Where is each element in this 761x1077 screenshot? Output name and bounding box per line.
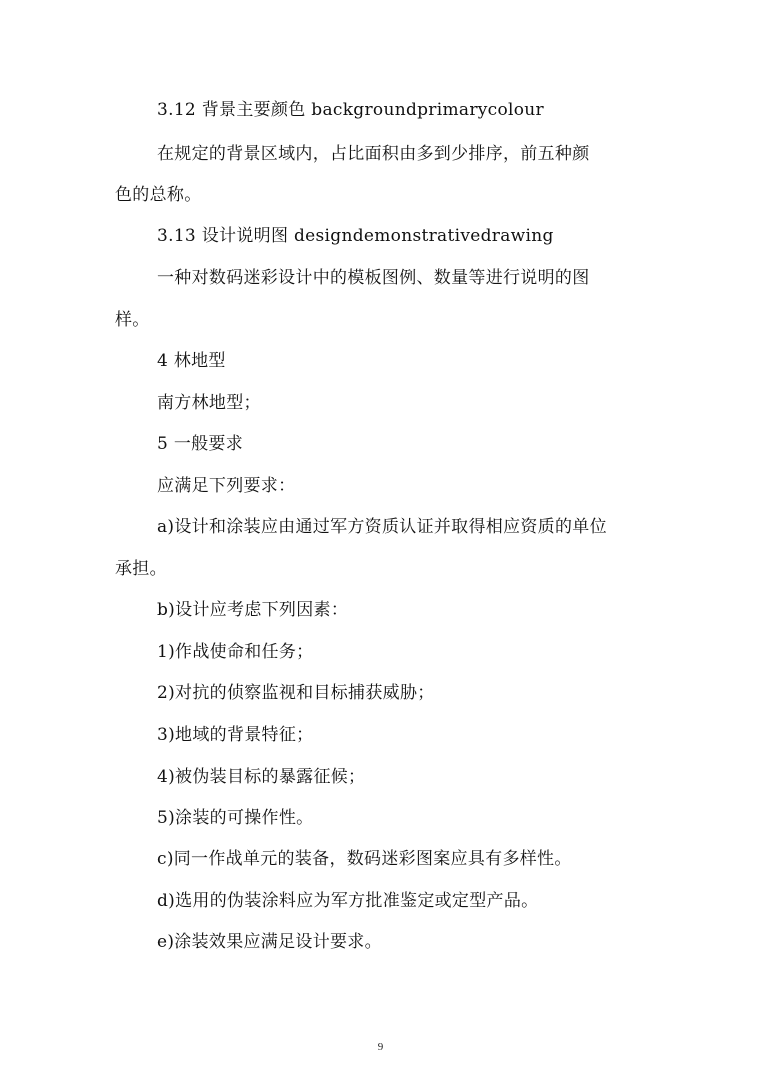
factor-5: 5)涂装的可操作性。 xyxy=(157,808,314,828)
factor-1: 1)作战使命和任务； xyxy=(157,642,314,662)
requirement-e: e)涂装效果应满足设计要求。 xyxy=(157,932,382,952)
section-3-13-definition-line-2: 样。 xyxy=(115,310,150,330)
factor-4: 4)被伪装目标的暴露征候； xyxy=(157,767,366,787)
requirement-a-line-1: a)设计和涂装应由通过军方资质认证并取得相应资质的单位 xyxy=(157,517,607,537)
section-3-12-definition-line-1: 在规定的背景区域内，占比面积由多到少排序，前五种颜 xyxy=(157,144,590,164)
section-4-body: 南方林地型； xyxy=(157,393,261,413)
requirement-d: d)选用的伪装涂料应为军方批准鉴定或定型产品。 xyxy=(157,891,539,911)
section-4-heading: 4 林地型 xyxy=(157,351,226,371)
page-number: 9 xyxy=(377,1041,384,1053)
section-3-12-definition-line-2: 色的总称。 xyxy=(115,185,202,205)
requirement-a-line-2: 承担。 xyxy=(115,559,167,579)
factor-2: 2)对抗的侦察监视和目标捕获威胁； xyxy=(157,683,435,703)
section-5-intro: 应满足下列要求： xyxy=(157,476,296,496)
requirement-b: b)设计应考虑下列因素： xyxy=(157,600,349,620)
section-3-12-heading: 3.12 背景主要颜色 backgroundprimarycolour xyxy=(157,100,544,120)
section-5-heading: 5 一般要求 xyxy=(157,434,244,454)
section-3-13-definition-line-1: 一种对数码迷彩设计中的模板图例、数量等进行说明的图 xyxy=(157,268,590,288)
factor-3: 3)地域的背景特征； xyxy=(157,725,314,745)
requirement-c: c)同一作战单元的装备，数码迷彩图案应具有多样性。 xyxy=(157,849,572,869)
section-3-13-heading: 3.13 设计说明图 designdemonstrativedrawing xyxy=(157,226,554,246)
